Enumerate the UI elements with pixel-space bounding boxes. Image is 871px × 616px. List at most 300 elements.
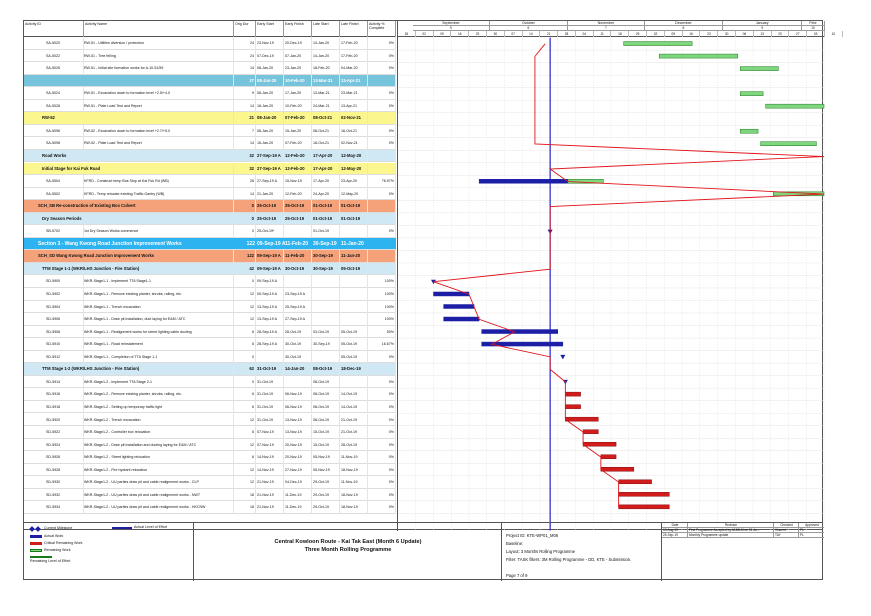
late-start [312, 351, 340, 364]
orig-duration: 12 [234, 414, 256, 427]
late-finish: 11-Jan-20 [340, 250, 368, 263]
table-row[interactable] [24, 313, 396, 326]
late-start: 14-Jan-20 [312, 50, 340, 63]
orig-duration: 6 [234, 401, 256, 414]
table-row[interactable] [24, 401, 396, 414]
baseline: Baseline: [506, 541, 524, 546]
late-finish: 23-Mar-21 [340, 87, 368, 100]
percent-complete: 0% [368, 388, 396, 401]
early-finish: 15-Jan-20 [284, 125, 312, 138]
late-finish [340, 288, 368, 301]
legend-milestone-icon [35, 526, 41, 532]
orig-duration: 7 [234, 125, 256, 138]
table-row[interactable] [24, 188, 396, 201]
rev-date: 25-Sep-19 [662, 533, 688, 538]
title-block [194, 523, 502, 581]
col-activity-id[interactable]: Activity ID [24, 21, 84, 37]
orig-duration: 0 [234, 213, 256, 226]
early-finish: 30-Oct-19 [284, 338, 312, 351]
col-late-finish[interactable]: Late Finish [340, 21, 368, 37]
wbs-group-row[interactable] [24, 200, 396, 213]
orig-duration: 122 [246, 240, 255, 247]
activity-id: TTM Stage 1-1 (WKR/LHS Junction - Fire Station) [42, 263, 234, 276]
early-finish: 20-Nov-19 [284, 451, 312, 464]
orig-duration: 14 [234, 62, 256, 75]
orig-duration: 32 [234, 150, 256, 163]
table-row[interactable] [24, 301, 396, 314]
timescale-week: 07 [505, 31, 523, 37]
timescale-month: January [723, 21, 802, 26]
late-finish: 11-Jan-20 [341, 240, 364, 247]
early-start: 21-Jan-20 [256, 188, 284, 201]
critical-work-bar [619, 480, 652, 484]
legend-remaining-swatch [30, 549, 42, 552]
col-early-finish[interactable]: Early Finish [284, 21, 312, 37]
orig-duration: 24 [234, 50, 256, 63]
legend-critical-swatch [30, 542, 42, 545]
rev-header-checked: Checked [774, 523, 799, 528]
critical-work-bar [583, 442, 616, 446]
percent-complete: 0% [368, 351, 396, 364]
timescale-period: 9 [723, 26, 802, 31]
legend-critical-remaining: Critical Remaining Work [44, 541, 83, 545]
layout-name: Layout: 3 Months Rolling Programme [506, 549, 576, 554]
timescale-month: October [490, 21, 569, 26]
early-finish: 30-Oct-19 [284, 351, 312, 364]
activity-name: WKR-Stage1-2 - Remove existing planter, shrubs, railing, etc. [84, 388, 234, 401]
wbs-group-row[interactable] [24, 213, 396, 226]
rev-header-date: Date [662, 523, 688, 528]
early-finish: 06-Nov-19 [284, 388, 312, 401]
late-finish: 12-May-20 [340, 188, 368, 201]
wbs-group-row[interactable] [24, 75, 396, 88]
percent-complete: 0% [368, 188, 396, 201]
activity-name: WKR-Stage1-2 - UU parties draw pit and cable realignment works - HKCNW [84, 501, 234, 514]
activity-id: SA-5022 [46, 50, 84, 63]
table-row[interactable] [24, 414, 396, 427]
early-start: 21-Nov-19 [256, 489, 284, 502]
table-row[interactable] [24, 326, 396, 339]
gantt-chart [397, 37, 824, 531]
late-finish [340, 225, 368, 238]
col-percent-complete[interactable]: Activity % Complete [368, 21, 396, 37]
table-row[interactable] [24, 100, 396, 113]
activity-id: SD-5914 [46, 376, 84, 389]
activity-name: WKR-Stage1-2 - Trench excavation [84, 414, 234, 427]
early-start: 09-Sep-19 A [257, 240, 286, 247]
late-finish: 23-Apr-20 [340, 175, 368, 188]
timescale-week: 04 [576, 31, 594, 37]
revision-table [662, 523, 824, 581]
table-row[interactable] [24, 137, 396, 150]
early-finish [284, 376, 312, 389]
late-finish: 05-Oct-19 [340, 338, 368, 351]
timescale-week: 23 [700, 31, 718, 37]
timescale-period: 6 [490, 26, 569, 31]
orig-duration: 9 [234, 87, 256, 100]
activity-table-header [24, 21, 396, 37]
table-row[interactable] [24, 476, 396, 489]
rev-approved: PL [799, 528, 824, 533]
wbs-group-row[interactable] [24, 112, 396, 125]
remaining-work-bar [740, 92, 763, 96]
table-row[interactable] [24, 351, 396, 364]
early-finish: 25-Sep-19 A [284, 301, 312, 314]
early-finish: 12-Feb-20 [284, 150, 312, 163]
percent-complete [368, 200, 396, 213]
percent-complete: 76.57% [368, 175, 396, 188]
late-start [312, 301, 340, 314]
activity-name: RW-51 - Initial site formation works for A-10-51/59 [84, 62, 234, 75]
orig-duration: 32 [234, 163, 256, 176]
early-finish: 28-Oct-19 [284, 326, 312, 339]
critical-work-bar [565, 405, 580, 409]
activity-name: WKR-Stage1-2 - UU parties draw pit and cable realignment works - NWT [84, 489, 234, 502]
activity-id: SD-5900 [46, 275, 84, 288]
late-finish: 11-Nov-19 [340, 476, 368, 489]
timescale-week: 25 [629, 31, 647, 37]
timescale-month: Febr [802, 21, 825, 26]
late-start: 17-Apr-20 [312, 163, 340, 176]
filter-name: Filter: TASK filters: 3M Rolling Programme - DD, KTE - Submission. [506, 557, 632, 562]
early-start: 09-Sep-19 A [256, 263, 284, 276]
early-start: 08-Jan-20 [256, 125, 284, 138]
orig-duration: 0 [234, 200, 256, 213]
activity-id: SD-5912 [46, 351, 84, 364]
late-finish: 14-Oct-19 [340, 401, 368, 414]
timescale-week: 21 [540, 31, 558, 37]
early-finish: 14-Jan-20 [284, 363, 312, 376]
table-row[interactable] [24, 175, 396, 188]
activity-id [42, 75, 234, 88]
project-id: Project ID: KTE-WP01_M06 [506, 533, 559, 538]
rev-date: 30-Aug-19 [662, 528, 688, 533]
critical-work-bar [619, 505, 670, 509]
activity-id: SD-5910 [46, 338, 84, 351]
activity-id: SD-5916 [46, 388, 84, 401]
orig-duration: 0 [234, 225, 256, 238]
table-row[interactable] [24, 275, 396, 288]
table-row[interactable] [24, 439, 396, 452]
late-finish: 17-Feb-20 [340, 37, 368, 50]
critical-work-bar [601, 467, 634, 471]
late-start: 30-Sep-19 [312, 250, 340, 263]
wbs-group-row[interactable] [24, 363, 396, 376]
late-start: 08-Oct-21 [312, 112, 340, 125]
rev-approved: PL [799, 533, 824, 538]
col-activity-name[interactable]: Activity Name [84, 21, 234, 37]
table-row[interactable] [24, 338, 396, 351]
activity-name: RW-52 - Plate Load Test and Report [84, 137, 234, 150]
table-row[interactable] [24, 376, 396, 389]
timescale-week: 20 [772, 31, 790, 37]
timescale-week: 14 [523, 31, 541, 37]
col-late-start[interactable]: Late Start [312, 21, 340, 37]
activity-id: SD-5928 [46, 464, 84, 477]
activity-id: SCH_SD Wang Kwong Road Junction Improvement Works [38, 250, 234, 263]
early-start: 09-Sep-19 A [256, 275, 284, 288]
early-start: 31-Oct-19 [256, 414, 284, 427]
early-start: 07-Nov-19 [256, 426, 284, 439]
late-start: 29-Oct-19 [312, 489, 340, 502]
percent-complete: 0% [368, 87, 396, 100]
table-row[interactable] [24, 50, 396, 63]
late-start: 30-Sep-19 [313, 240, 337, 247]
early-start: 25-Oct-19 [256, 200, 284, 213]
activity-id: SA-5020 [46, 37, 84, 50]
late-finish: 17-Feb-20 [340, 50, 368, 63]
early-start: 08-Jan-20 [256, 112, 284, 125]
early-start: 21-Nov-19 [256, 476, 284, 489]
table-row[interactable] [24, 489, 396, 502]
late-start: 03-Oct-19 [312, 326, 340, 339]
timescale-week: 16 [451, 31, 469, 37]
late-start: 08-Oct-19 [312, 401, 340, 414]
orig-duration: 18 [234, 489, 256, 502]
late-start: 15-Oct-19 [312, 439, 340, 452]
legend-actual-loe-swatch [112, 527, 132, 529]
early-start: 25-Oct-19* [256, 225, 284, 238]
table-row[interactable] [24, 87, 396, 100]
legend-milestone-icon [29, 526, 35, 532]
orig-duration: 6 [234, 388, 256, 401]
activity-name: WKR-Stage1-2 - Draw pit installation and ducting laying for E&M / ATC [84, 439, 234, 452]
wbs-group-row[interactable] [24, 238, 396, 251]
early-start: 09-Sep-19 A [256, 250, 284, 263]
activity-name: RW-52 - Excavation down to formation level +2.7/+5.0 [84, 125, 234, 138]
page-number: Page 7 of 9 [506, 573, 528, 578]
late-finish: 21-Oct-19 [340, 426, 368, 439]
table-row[interactable] [24, 37, 396, 50]
early-finish [284, 225, 312, 238]
activity-id: Dry Season Periods [42, 213, 234, 226]
early-finish: 11-Feb-20 [285, 240, 309, 247]
timescale-month: December [645, 21, 724, 26]
table-row[interactable] [24, 451, 396, 464]
activity-id: SA-5502 [46, 188, 84, 201]
orig-duration: 21 [234, 112, 256, 125]
activity-id: SD-5934 [46, 501, 84, 514]
percent-complete [368, 213, 396, 226]
early-start: 28-Sep-19 A [256, 326, 284, 339]
early-start: 25-Oct-19 [256, 213, 284, 226]
activity-name: 1st Dry Season Works commence [84, 225, 234, 238]
timescale-week: 09 [434, 31, 452, 37]
activity-id: Road Works [42, 150, 234, 163]
percent-complete: 0% [368, 137, 396, 150]
late-finish: 05-Oct-19 [340, 351, 368, 364]
critical-work-bar [601, 455, 616, 459]
late-finish [340, 376, 368, 389]
orig-duration: 14 [234, 100, 256, 113]
early-finish: 23-Jan-20 [284, 62, 312, 75]
orig-duration: 0 [234, 275, 256, 288]
late-start: 01-Oct-19 [312, 225, 340, 238]
late-start: 24-Apr-20 [312, 188, 340, 201]
table-row[interactable] [24, 125, 396, 138]
activity-name: WKR-Stage1-2 - Street lighting relocation [84, 451, 234, 464]
orig-duration: 26 [234, 175, 256, 188]
activity-name: RW-51 - Utilities diversion / protection [84, 37, 234, 50]
activity-name: WKR-Stage1-2 - Implement TTA Stage 2-1 [84, 376, 234, 389]
early-finish: 11-Feb-20 [284, 250, 312, 263]
late-finish [340, 301, 368, 314]
late-finish: 01-Oct-19 [340, 213, 368, 226]
late-finish [340, 313, 368, 326]
table-row[interactable] [24, 501, 396, 514]
early-finish: 07-Jan-20 [284, 50, 312, 63]
late-start [312, 288, 340, 301]
early-finish: 23-Sep-19 A [284, 288, 312, 301]
late-start [312, 313, 340, 326]
late-finish: 14-Oct-19 [340, 388, 368, 401]
early-start: 16-Jan-20 [256, 137, 284, 150]
activity-name: KFRD - Construct temp Bus Stop at Kai Fuk Rd (WB) [84, 175, 234, 188]
activity-id: SB-5702 [46, 225, 84, 238]
legend-actual-swatch [30, 535, 42, 538]
timescale-week: 30 [718, 31, 736, 37]
table-row[interactable] [24, 388, 396, 401]
legend-actual-loe: Actual Level of Effort [134, 525, 168, 529]
late-finish: 21-Oct-19 [340, 414, 368, 427]
wbs-group-row[interactable] [24, 263, 396, 276]
rev-header-revision: Revision [688, 523, 774, 528]
late-finish: 11-Nov-19 [340, 451, 368, 464]
table-row[interactable] [24, 426, 396, 439]
activity-name: WKR-Stage1-2 - Setting up temporary traffic light [84, 401, 234, 414]
orig-duration: 12 [234, 476, 256, 489]
activity-name: WKR-Stage1-1 - Trench excavation [84, 301, 234, 314]
percent-complete: 0% [368, 414, 396, 427]
activity-name: RW-51 - Plate Load Test and Report [84, 100, 234, 113]
legend-remaining-loe-swatch [30, 556, 52, 558]
critical-work-bar [619, 492, 670, 496]
late-finish: 01-Oct-19 [340, 200, 368, 213]
activity-id: SD-5906 [46, 313, 84, 326]
percent-complete: 0% [368, 426, 396, 439]
table-row[interactable] [24, 225, 396, 238]
early-start: 08-Jan-20 [256, 75, 284, 88]
activity-id: SD-5908 [46, 326, 84, 339]
percent-complete: 0% [368, 464, 396, 477]
late-start: 17-Apr-20 [312, 175, 340, 188]
activity-id: SA-5026 [46, 62, 84, 75]
early-finish: 13-Nov-19 [284, 414, 312, 427]
early-start: 09-Sep-19 A [256, 288, 284, 301]
early-start: 31-Oct-19 [256, 376, 284, 389]
early-finish: 17-Jan-20 [284, 87, 312, 100]
late-finish: 16-Oct-21 [340, 125, 368, 138]
timescale-week: 23 [469, 31, 487, 37]
late-finish: 18-Nov-19 [340, 501, 368, 514]
early-start: 31-Oct-19 [256, 401, 284, 414]
percent-complete: 0% [368, 100, 396, 113]
late-finish: 02-Nov-21 [340, 137, 368, 150]
timescale-period: 9 [413, 26, 489, 31]
late-start: 01-Oct-19 [312, 213, 340, 226]
early-start: 28-Sep-19 A [256, 338, 284, 351]
late-start: 05-Nov-19 [312, 451, 340, 464]
activity-name: WKR-Stage1-1 - Completion of TTA Stage 1-1 [84, 351, 234, 364]
timescale-week: 02 [647, 31, 665, 37]
percent-complete: 0% [368, 501, 396, 514]
orig-duration: 14 [234, 137, 256, 150]
col-orig-dur[interactable]: Orig Dur [234, 21, 256, 37]
activity-name: RW-51 - Tree felling [84, 50, 234, 63]
early-start [256, 351, 284, 364]
legend-current-milestone: Current Milestone [44, 526, 73, 530]
activity-name: RW-51 - Excavation down to formation level +2.5/+4.0 [84, 87, 234, 100]
early-finish: 27-Sep-19 A [284, 313, 312, 326]
timescale-header [397, 21, 836, 37]
early-finish: 10-Feb-20 [284, 75, 312, 88]
early-start: 14-Nov-19 [256, 464, 284, 477]
early-finish: 30-Oct-19 [284, 263, 312, 276]
early-finish: 11-Dec-19 [284, 501, 312, 514]
early-finish: 11-Dec-19 [284, 489, 312, 502]
early-start: 27-Sep-19 A [256, 175, 284, 188]
orig-duration: 62 [234, 363, 256, 376]
table-row[interactable] [24, 464, 396, 477]
critical-work-bar [565, 392, 580, 396]
early-finish: 12-Feb-20 [284, 188, 312, 201]
table-row[interactable] [24, 288, 396, 301]
percent-complete: 50% [368, 326, 396, 339]
percent-complete [368, 163, 396, 176]
orig-duration: 14 [234, 188, 256, 201]
remaining-work-bar [740, 129, 758, 133]
wbs-group-row[interactable] [24, 163, 396, 176]
early-finish: 20-Nov-19 [284, 439, 312, 452]
rev-text: First Programme Accepted by AMMLM on 31 Au... [688, 528, 774, 533]
activity-name: WKR-Stage1-2 - UU parties draw pit and cable realignment works - CLP [84, 476, 234, 489]
table-row[interactable] [24, 62, 396, 75]
late-start: 18-Feb-20 [312, 62, 340, 75]
footer [23, 522, 823, 580]
percent-complete: 100% [368, 288, 396, 301]
col-early-start[interactable]: Early Start [256, 21, 284, 37]
late-finish: 18-Dec-19 [340, 363, 368, 376]
percent-complete: 0% [368, 50, 396, 63]
rev-text: Monthly Programme update [688, 533, 774, 538]
rev-checked: Vincent [774, 528, 799, 533]
late-start: 08-Oct-19 [312, 414, 340, 427]
late-start: 29-Oct-19 [312, 476, 340, 489]
timescale-week: 26 [398, 31, 416, 37]
orig-duration: 12 [234, 464, 256, 477]
percent-complete: 0% [368, 376, 396, 389]
early-finish: 20-Dec-19 [284, 37, 312, 50]
actual-work-bar [479, 179, 568, 183]
early-start: 27-Sep-19 A [256, 150, 284, 163]
percent-complete [368, 263, 396, 276]
percent-complete: 16.67% [368, 338, 396, 351]
activity-id: SD-5904 [46, 301, 84, 314]
early-finish: 04-Dec-19 [284, 476, 312, 489]
timescale-week: 27 [789, 31, 807, 37]
critical-work-bar [583, 430, 598, 434]
wbs-group-row[interactable] [24, 150, 396, 163]
activity-id: SCH_SB Re-construction of Existing Box Culvert [38, 200, 234, 213]
percent-complete: 100% [368, 275, 396, 288]
late-start: 15-Oct-19 [312, 426, 340, 439]
timescale-week: 06 [736, 31, 754, 37]
early-finish: 06-Nov-19 [284, 401, 312, 414]
early-finish: 07-Feb-20 [284, 112, 312, 125]
early-start: 08-Jan-20 [256, 87, 284, 100]
wbs-group-row[interactable] [24, 250, 396, 263]
project-info [502, 523, 662, 581]
